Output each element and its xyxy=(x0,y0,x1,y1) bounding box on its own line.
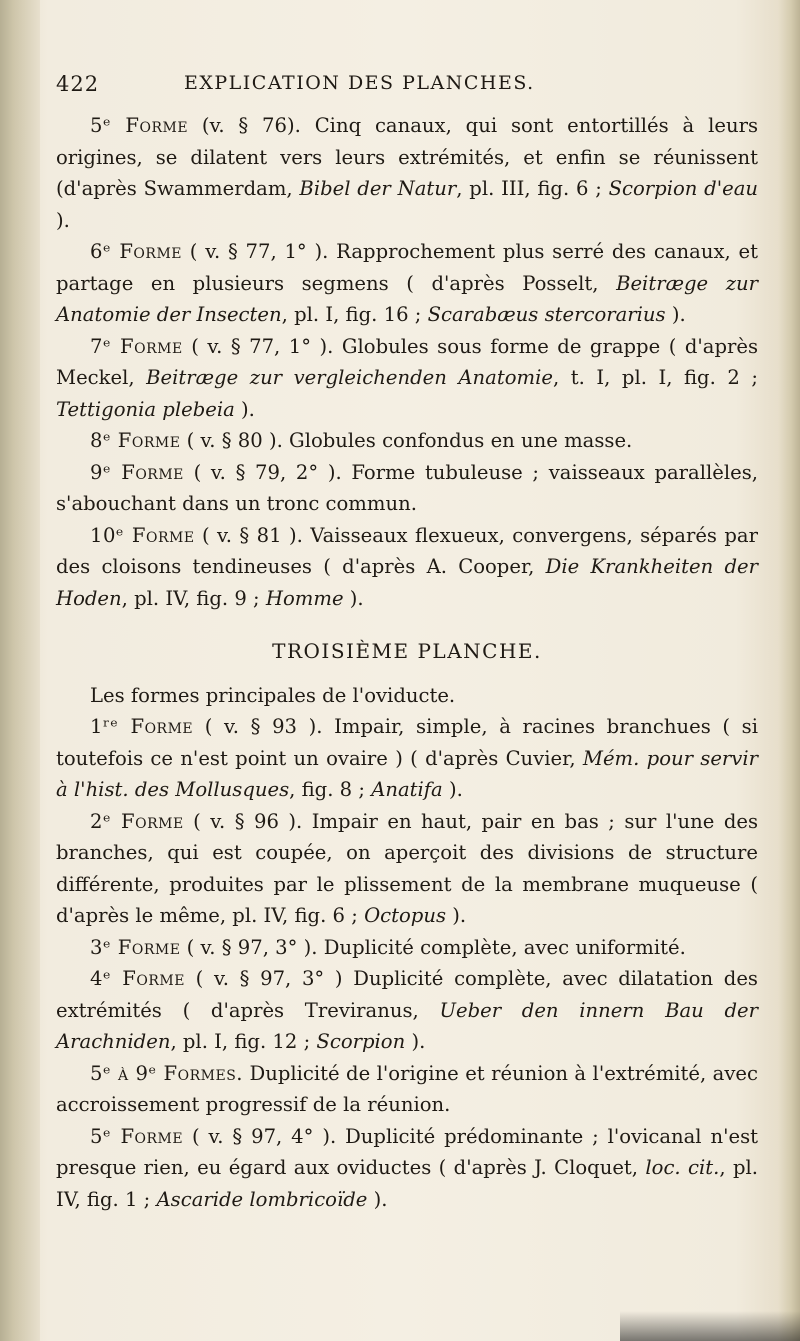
citation-italic: Die Krankheiten der Hoden xyxy=(56,555,759,610)
form-label: 5ᵉ Forme xyxy=(90,114,189,137)
citation-italic: Scorpion d'eau xyxy=(608,177,759,200)
paragraph-text: ( v. § 77, 1° ). Globules sous forme de grappe ( d'après Meckel, xyxy=(56,334,758,389)
citation-italic: Anatifa xyxy=(371,778,443,801)
form-label: 2ᵉ Forme xyxy=(90,809,184,833)
form-paragraph xyxy=(56,236,758,331)
form-paragraph xyxy=(56,520,758,615)
section-second-plate-forms xyxy=(56,110,758,614)
form-paragraph xyxy=(56,1121,758,1216)
paragraph-text: ). xyxy=(442,778,463,801)
paragraph-text: , fig. 8 ; xyxy=(289,778,372,801)
form-paragraph xyxy=(56,963,758,1058)
form-label: 1ʳᵉ Forme xyxy=(90,715,194,738)
citation-italic: loc. cit. xyxy=(645,1156,720,1179)
form-paragraph xyxy=(56,425,758,457)
form-paragraph xyxy=(56,1058,758,1121)
paragraph-text: , pl. I, fig. 16 ; xyxy=(281,303,428,326)
section-title: TROISIÈME PLANCHE. xyxy=(272,639,542,663)
form-paragraph xyxy=(56,457,758,520)
form-label: 3ᵉ Forme xyxy=(90,935,181,959)
intro-paragraph: Les formes principales de l'oviducte. xyxy=(90,683,456,707)
section-third-plate-forms xyxy=(56,711,758,1215)
citation-italic: Ueber den innern Bau der Arachniden xyxy=(56,998,758,1053)
form-paragraph xyxy=(56,110,758,236)
form-paragraph xyxy=(56,806,758,932)
page-edge-shadow xyxy=(778,0,800,1341)
running-header xyxy=(56,72,756,102)
paragraph-text: ( v. § 93 ). Impair, simple, à racines branchues ( si toutefois ce n'est point un ovaire ) ( d'après Cuvier, xyxy=(56,715,758,770)
paragraph-text: (v. § 76). Cinq canaux, qui sont entortillés à leurs origines, se dilatent vers leurs extrémités, et enfin se réunissent (d'après Swammerdam, xyxy=(56,114,758,200)
paragraph-text: , pl. IV, fig. 1 ; xyxy=(56,1156,758,1211)
form-paragraph xyxy=(56,331,758,426)
page-number: 422 xyxy=(56,72,100,96)
paragraph-text: ). xyxy=(405,1030,426,1053)
paragraph-text: ). xyxy=(446,904,467,927)
paragraph-text: ( v. § 97, 4° ). Duplicité prédominante ; l'ovicanal n'est presque rien, eu égard aux oviductes ( d'après J. Cloquet, xyxy=(56,1124,758,1179)
form-label: 10ᵉ Forme xyxy=(90,523,195,547)
paragraph-text: , t. I, pl. I, fig. 2 ; xyxy=(552,366,758,389)
paragraph-text: ( v. § 80 ). Globules confondus en une masse. xyxy=(180,429,633,452)
paragraph-text: , pl. I, fig. 12 ; xyxy=(170,1030,317,1053)
form-label: 6ᵉ Forme xyxy=(90,240,182,263)
paragraph-text: ). xyxy=(665,303,686,326)
citation-italic: Beitræge zur vergleichenden Anatomie xyxy=(146,366,553,389)
citation-italic: Mém. pour servir à l'hist. des Mollusques xyxy=(56,746,759,801)
citation-italic: Tettigonia plebeia xyxy=(56,397,235,421)
paragraph-text: ( v. § 79, 2° ). Forme tubuleuse ; vaisseaux parallèles, s'abouchant dans un tronc commun. xyxy=(56,460,758,515)
citation-italic: Octopus xyxy=(364,904,447,927)
form-label: 5ᵉ à 9ᵉ Formes. xyxy=(90,1061,244,1085)
citation-italic: Bibel der Natur xyxy=(299,177,457,200)
page-gutter-shadow xyxy=(0,0,40,1341)
form-label: 8ᵉ Forme xyxy=(90,429,181,452)
paragraph-text: ( v. § 81 ). Vaisseaux flexueux, convergens, séparés par des cloisons tendineuses ( d'après A. Cooper, xyxy=(56,523,758,578)
form-label: 5ᵉ Forme xyxy=(90,1124,184,1148)
citation-italic: Beitræge zur Anatomie der Insecten xyxy=(56,271,759,326)
body-text xyxy=(56,110,758,1215)
paragraph-text: ( v. § 97, 3° ). Duplicité complète, avec uniformité. xyxy=(180,935,686,959)
form-paragraph xyxy=(56,932,758,964)
form-label: 7ᵉ Forme xyxy=(90,334,183,358)
citation-italic: Scorpion xyxy=(316,1030,406,1053)
paragraph-text: Duplicité de l'origine et réunion à l'extrémité, avec accroissement progressif de la réunion. xyxy=(56,1061,759,1116)
paragraph-text: ). xyxy=(367,1187,388,1211)
paragraph-text: ( v. § 97, 3° ) Duplicité complète, avec dilatation des extrémités ( d'après Treviranus, xyxy=(56,967,758,1022)
paragraph-text: ). xyxy=(56,208,70,232)
citation-italic: Scarabæus stercorarius xyxy=(427,303,666,326)
scan-corner-shadow xyxy=(620,1311,800,1341)
paragraph-text: ( v. § 96 ). Impair en haut, pair en bas ; sur l'une des branches, qui est coupée, on aperçoit des divisions de structure différente, produites par le plissement de la membrane muqueuse ( d'après le même, pl. IV, fig. 6 ; xyxy=(56,809,759,927)
form-label: 4ᵉ Forme xyxy=(90,967,185,990)
citation-italic: Homme xyxy=(265,586,344,610)
citation-italic: Ascaride lombricoïde xyxy=(156,1187,368,1211)
paragraph-text: ). xyxy=(343,586,364,610)
paragraph-text: ( v. § 77, 1° ). Rapprochement plus serré des canaux, et partage en plusieurs segmens ( d'après Posselt, xyxy=(56,240,758,295)
running-title: EXPLICATION DES PLANCHES. xyxy=(184,72,535,94)
paragraph-text: , pl. III, fig. 6 ; xyxy=(456,177,609,200)
form-label: 9ᵉ Forme xyxy=(90,460,184,484)
paragraph-text: ). xyxy=(234,397,255,421)
form-paragraph xyxy=(56,711,758,806)
paragraph-text: , pl. IV, fig. 9 ; xyxy=(121,586,266,610)
